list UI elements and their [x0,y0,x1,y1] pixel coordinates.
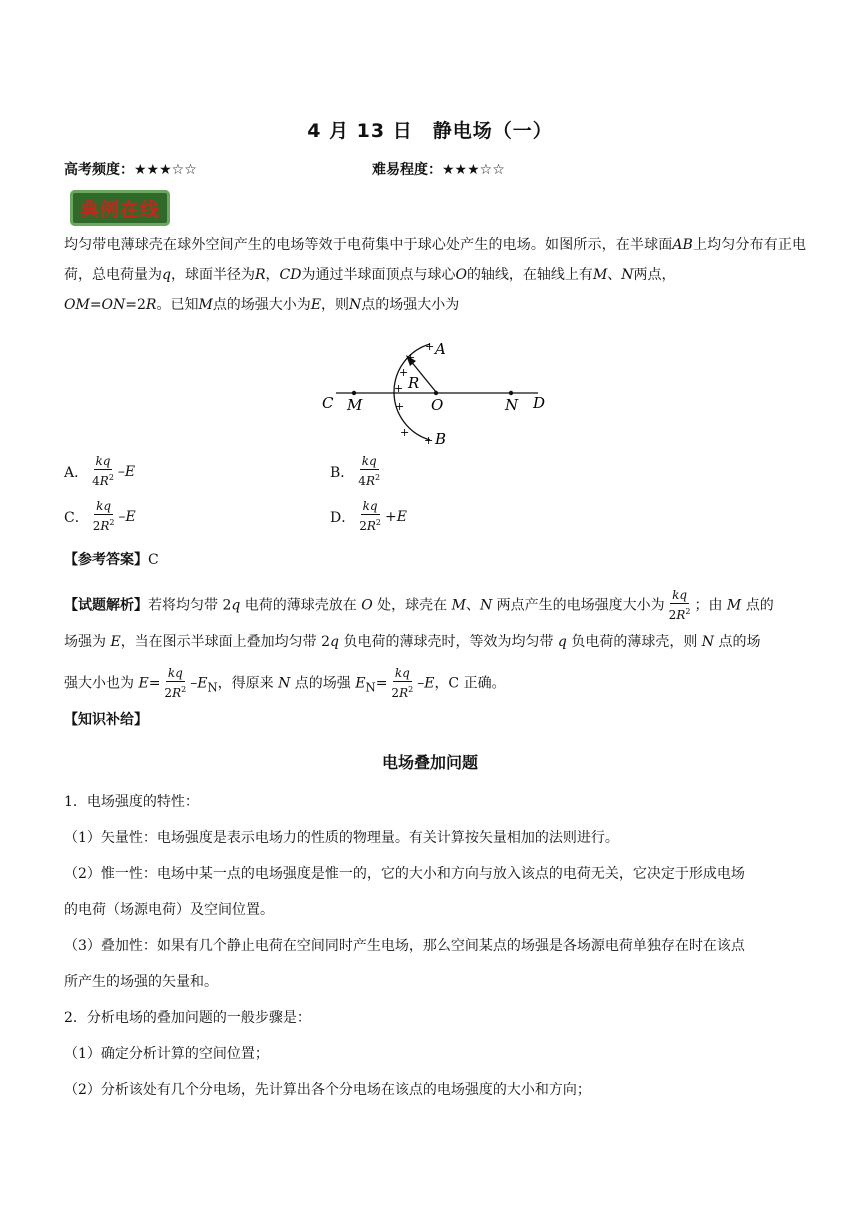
option-d[interactable]: D． $\frac{kq}{2R^2}$ +E [330,499,407,533]
point-n [509,391,513,395]
frequency-rating: 高考频度：★★★☆☆ [64,162,197,178]
label-a: A [435,340,446,358]
section-item: （2）分析该处有几个分电场，先计算出各个分电场在该点的电场强度的大小和方向； [64,1082,591,1098]
option-a[interactable]: A． $\frac{kq}{4R^2}$ –E [64,454,136,488]
svg-text:+: + [395,400,405,413]
point-o [434,391,438,395]
section-title: 电场叠加问题 [381,753,478,772]
section-item: 的电荷（场源电荷）及空间位置。 [64,902,274,918]
example-badge-label: 典例在线 [79,198,160,221]
analysis-line-3: 强大小也为 E= $\frac{kq}{2R^2}$ $-E_N$，得原来 N 点的场强 $E_N=$ $\frac{kq}{2R^2}$ –E，C 正确。 [64,666,506,700]
label-r: R [408,374,420,392]
svg-text:+: + [425,340,435,353]
analysis-line-1: 【试题解析】若将均匀带 2q 电荷的薄球壳放在 O 处，球壳在 M、N 两点产生的电场强度大小为 $\frac{kq}{2R^2}$ ；由 M 点的 [64,588,774,622]
knowledge-supplement-label: 【知识补给】 [64,712,148,728]
section-item: （1）确定分析计算的空间位置； [64,1046,269,1062]
section-item: （2）惟一性：电场中某一点的电场强度是惟一的，它的大小和方向与放入该点的电荷无关，它决定于形成电场 [64,866,745,882]
option-c[interactable]: C． $\frac{kq}{2R^2}$ –E [64,499,136,533]
analysis-line-2: 场强为 E，当在图示半球面上叠加均匀带 2q 负电荷的薄球壳时，等效为均匀带 q 负电荷的薄球壳，则 N 点的场 [64,634,761,650]
difficulty-rating: 难易程度：★★★☆☆ [372,162,505,178]
reference-answer: 【参考答案】C [64,552,159,568]
section-item: （1）矢量性：电场强度是表示电场力的性质的物理量。有关计算按矢量相加的法则进行。 [64,830,619,846]
label-o: O [431,396,444,414]
example-badge [70,190,170,226]
svg-text:+: + [399,366,409,379]
question-text: 均匀带电薄球壳在球外空间产生的电场等效于电荷集中于球心处产生的电场。如图所示，在半球面AB上均匀分布有正电荷，总电荷量为q，球面半径为R，CD为通过半球面顶点与球心O的轴线，在轴线上有M、N两点， OM=ON=2R。已知M点的场强大小为E，则N点的场强大小为 [64,237,807,313]
section-item: 所产生的场强的矢量和。 [64,974,218,990]
svg-text:+: + [400,426,410,439]
svg-text:+: + [424,434,434,447]
label-n: N [505,396,519,414]
label-m: M [347,396,363,414]
label-c: C [322,394,334,412]
label-b: B [435,430,447,448]
svg-text:+: + [394,382,404,395]
option-b[interactable]: B． $\frac{kq}{4R^2}$ [330,454,381,488]
hemisphere-diagram [318,336,554,452]
svg-text:+: + [406,351,416,364]
section-item: （3）叠加性：如果有几个静止电荷在空间同时产生电场，那么空间某点的场强是各场源电荷单独存在时在该点 [64,938,745,954]
label-d: D [533,394,546,412]
section-item: 2．分析电场的叠加问题的一般步骤是： [64,1010,311,1026]
section-item: 1．电场强度的特性： [64,794,199,810]
page-title: 4 月 13 日 静电场（一） [307,120,553,142]
point-m [352,391,356,395]
